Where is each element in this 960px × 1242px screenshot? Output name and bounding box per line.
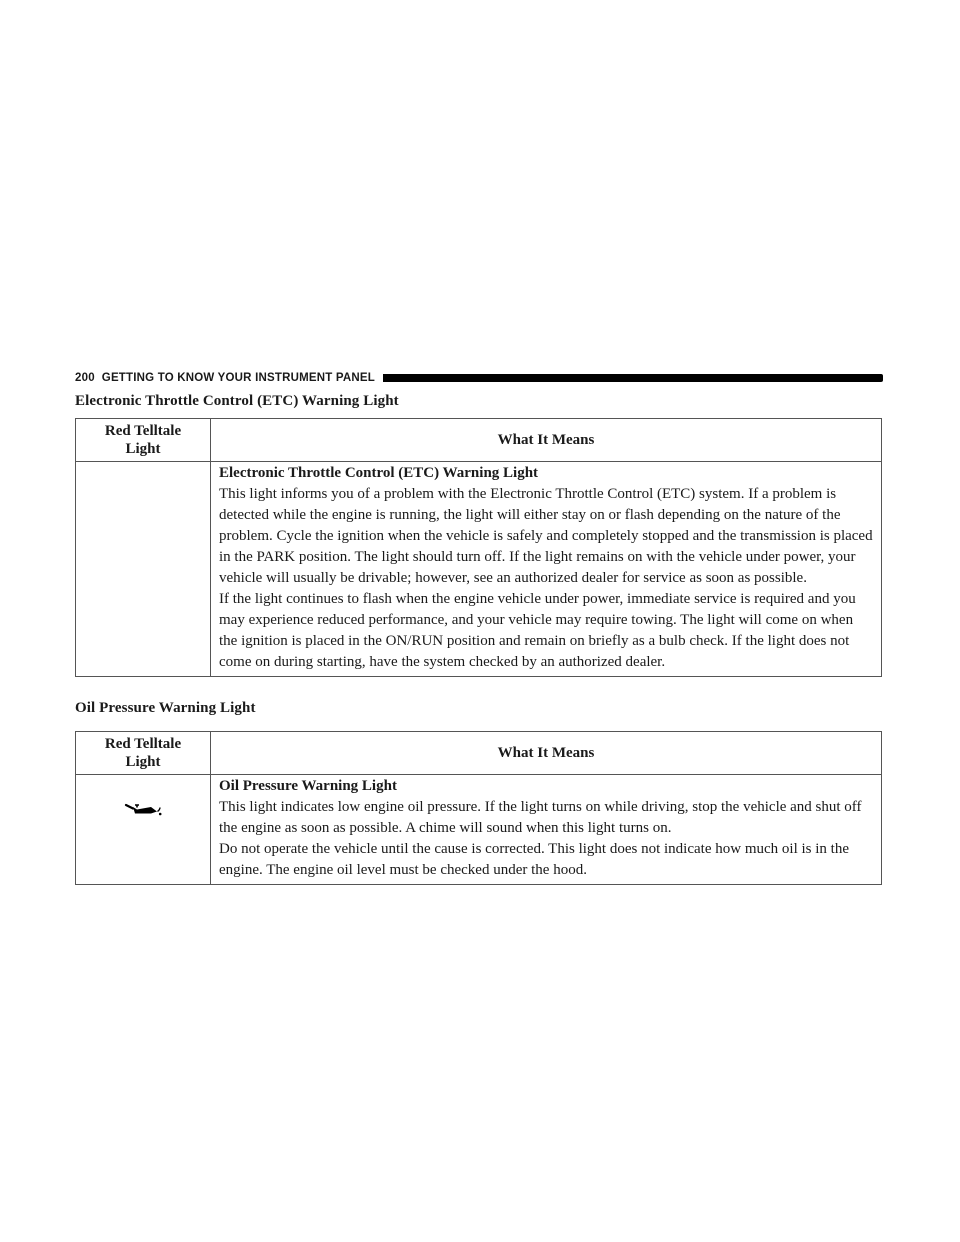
- what-it-means-header: What It Means: [211, 732, 882, 775]
- table-row: [76, 775, 882, 885]
- description-cell: [211, 775, 882, 885]
- etc-warning-table: [75, 418, 882, 677]
- description-cell: [211, 462, 882, 677]
- row-heading: Electronic Throttle Control (ETC) Warning Light: [219, 465, 539, 481]
- etc-section-title: Electronic Throttle Control (ETC) Warning Light: [75, 393, 399, 409]
- telltale-light-cell: [76, 775, 211, 885]
- red-telltale-header: Red Telltale Light: [76, 419, 211, 462]
- running-head: GETTING TO KNOW YOUR INSTRUMENT PANEL: [101, 372, 375, 384]
- row-heading: Oil Pressure Warning Light: [219, 778, 397, 794]
- telltale-light-cell: [76, 462, 211, 677]
- red-telltale-header: Red Telltale Light: [76, 732, 211, 775]
- description-paragraph: This light indicates low engine oil pressure. If the light turns on while driving, stop the vehicle and shut off the engine as soon as possible. A chime will sound when this light turns on.: [219, 799, 862, 836]
- oil-can-icon: [123, 799, 163, 819]
- description-paragraph: This light informs you of a problem with the Electronic Throttle Control (ETC) system. If a problem is detected while the engine is running, the light will either stay on or flash depending on the nature of the problem. Cycle the ignition when the vehicle is safely and completely stopped and the transmission is placed in the PARK position. The light should turn off. If the light remains on with the vehicle under power, your vehicle will usually be drivable; however, see an authorized dealer for service as soon as possible.: [219, 486, 873, 586]
- header-rule: [383, 374, 883, 382]
- oil-section-title: Oil Pressure Warning Light: [75, 700, 256, 716]
- page-header: [75, 370, 883, 386]
- description-paragraph: Do not operate the vehicle until the cause is corrected. This light does not indicate how much oil is in the engine. The engine oil level must be checked under the hood.: [219, 841, 849, 878]
- what-it-means-header: What It Means: [211, 419, 882, 462]
- table-header-row: [76, 419, 882, 462]
- page-number: 200: [75, 372, 95, 384]
- table-row: [76, 462, 882, 677]
- table-header-row: [76, 732, 882, 775]
- description-paragraph: If the light continues to flash when the engine vehicle under power, immediate service is required and you may experience reduced performance, and your vehicle may require towing. The light will come on when the ignition is placed in the ON/RUN position and remain on briefly as a bulb check. If the light does not come on during starting, have the system checked by an authorized dealer.: [219, 591, 856, 670]
- oil-warning-table: [75, 731, 882, 885]
